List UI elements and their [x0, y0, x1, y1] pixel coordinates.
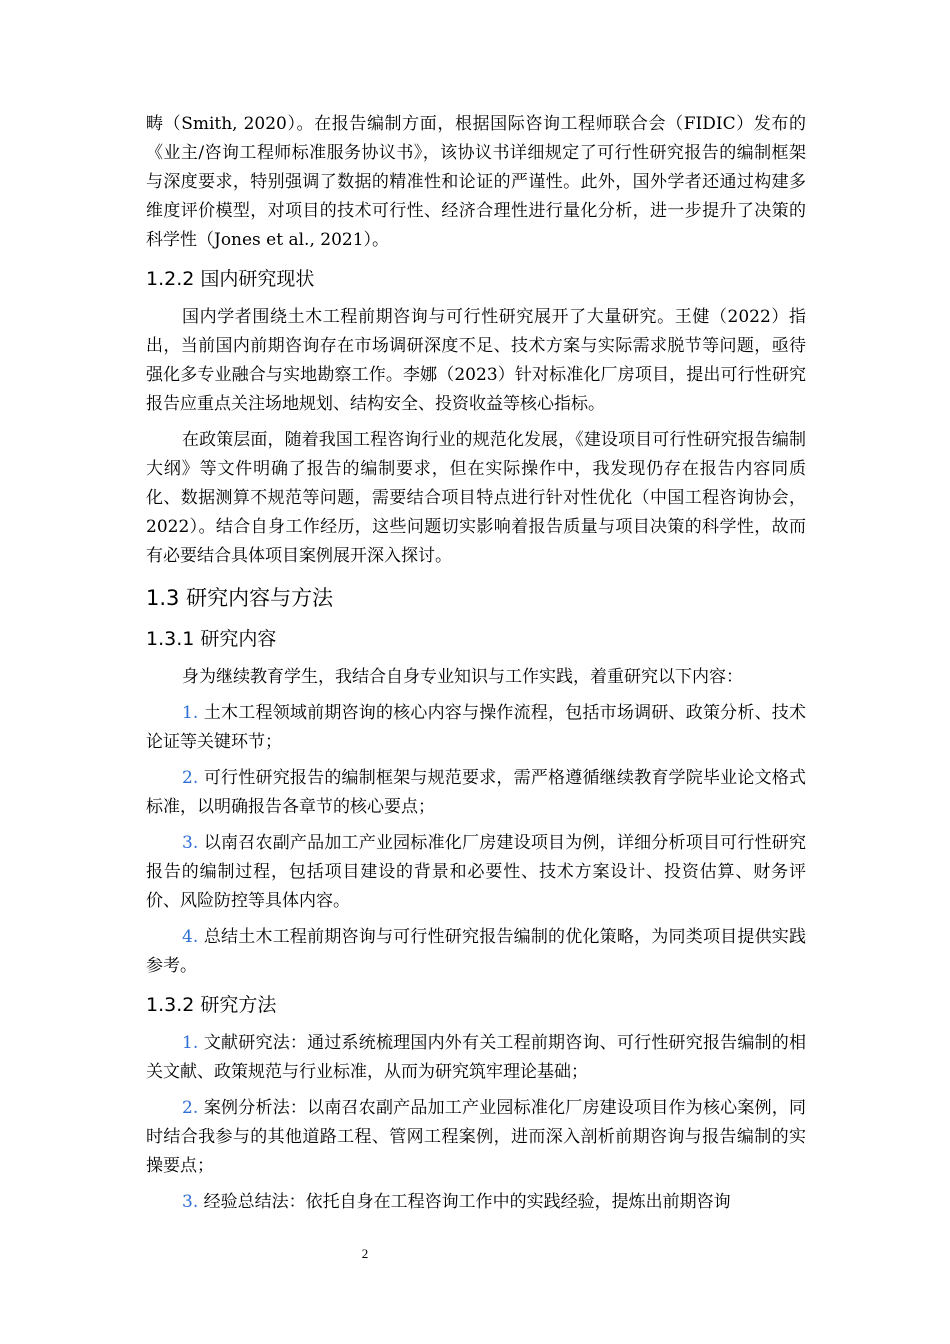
document-page [146, 110, 806, 1224]
method-list-item [146, 1188, 806, 1217]
list-item-text: 可行性研究报告的编制框架与规范要求，需严格遵循继续教育学院毕业论文格式标准，以明确报告各章节的核心要点； [146, 768, 806, 817]
section-heading-1-3-1: 1.3.1 研究内容 [146, 628, 277, 650]
list-item-text: 案例分析法：以南召农副产品加工产业园标准化厂房建设项目作为核心案例，同时结合我参与的其他道路工程、管网工程案例，进而深入剖析前期咨询与报告编制的实操要点； [146, 1098, 806, 1176]
list-number: 1. [182, 703, 199, 723]
list-item-text: 文献研究法：通过系统梳理国内外有关工程前期咨询、可行性研究报告编制的相关文献、政策规范与行业标准，从而为研究筑牢理论基础； [146, 1033, 806, 1082]
content-list-item [146, 699, 806, 757]
method-list-item [146, 1094, 806, 1181]
content-intro-paragraph: 身为继续教育学生，我结合自身专业知识与工作实践，着重研究以下内容： [182, 667, 743, 687]
list-number: 4. [182, 927, 199, 947]
page-number: 2 [361, 1246, 369, 1261]
list-number: 2. [182, 768, 199, 788]
list-number: 1. [182, 1033, 199, 1053]
list-item-text: 以南召农副产品加工产业园标准化厂房建设项目为例，详细分析项目可行性研究报告的编制过程，包括项目建设的背景和必要性、技术方案设计、投资估算、财务评价、风险防控等具体内容。 [146, 833, 806, 911]
list-item-text: 总结土木工程前期咨询与可行性研究报告编制的优化策略，为同类项目提供实践参考。 [146, 927, 806, 976]
domestic-paragraph-1: 国内学者围绕土木工程前期咨询与可行性研究展开了大量研究。王健（2022）指出，当前国内前期咨询存在市场调研深度不足、技术方案与实际需求脱节等问题，亟待强化多专业融合与实地勘察工作。李娜（2023）针对标准化厂房项目，提出可行性研究报告应重点关注场地规划、结构安全、投资收益等核心指标。 [146, 307, 806, 414]
content-list-item [146, 829, 806, 916]
content-list-item [146, 923, 806, 981]
domestic-paragraph-2: 在政策层面，随着我国工程咨询行业的规范化发展，《建设项目可行性研究报告编制大纲》等文件明确了报告的编制要求，但在实际操作中，我发现仍存在报告内容同质化、数据测算不规范等问题，需要结合项目特点进行针对性优化（中国工程咨询协会， 2022）。结合自身工作经历，这些问题切实影响着报告质量与项目决策的科学性，故而有必要结合具体项目案例展开深入探讨。 [146, 430, 806, 566]
intro-paragraph: 畴（Smith, 2020）。在报告编制方面，根据国际咨询工程师联合会（FIDIC）发布的《业主/咨询工程师标准服务协议书》，该协议书详细规定了可行性研究报告的编制框架与深度要求，特别强调了数据的精准性和论证的严谨性。此外，国外学者还通过构建多维度评价模型，对项目的技术可行性、经济合理性进行量化分析，进一步提升了决策的科学性（Jones et al., 2021）。 [146, 114, 806, 250]
list-number: 3. [182, 833, 199, 853]
list-number: 3. [182, 1192, 199, 1212]
content-list-item [146, 764, 806, 822]
list-item-text: 经验总结法：依托自身在工程咨询工作中的实践经验，提炼出前期咨询 [198, 1192, 731, 1212]
section-heading-1-3: 1.3 研究内容与方法 [146, 586, 334, 610]
list-item-text: 土木工程领域前期咨询的核心内容与操作流程，包括市场调研、政策分析、技术论证等关键环节； [146, 703, 806, 752]
list-number: 2. [182, 1098, 199, 1118]
method-list-item [146, 1029, 806, 1087]
section-heading-1-3-2: 1.3.2 研究方法 [146, 994, 277, 1016]
section-heading-1-2-2: 1.2.2 国内研究现状 [146, 268, 315, 290]
